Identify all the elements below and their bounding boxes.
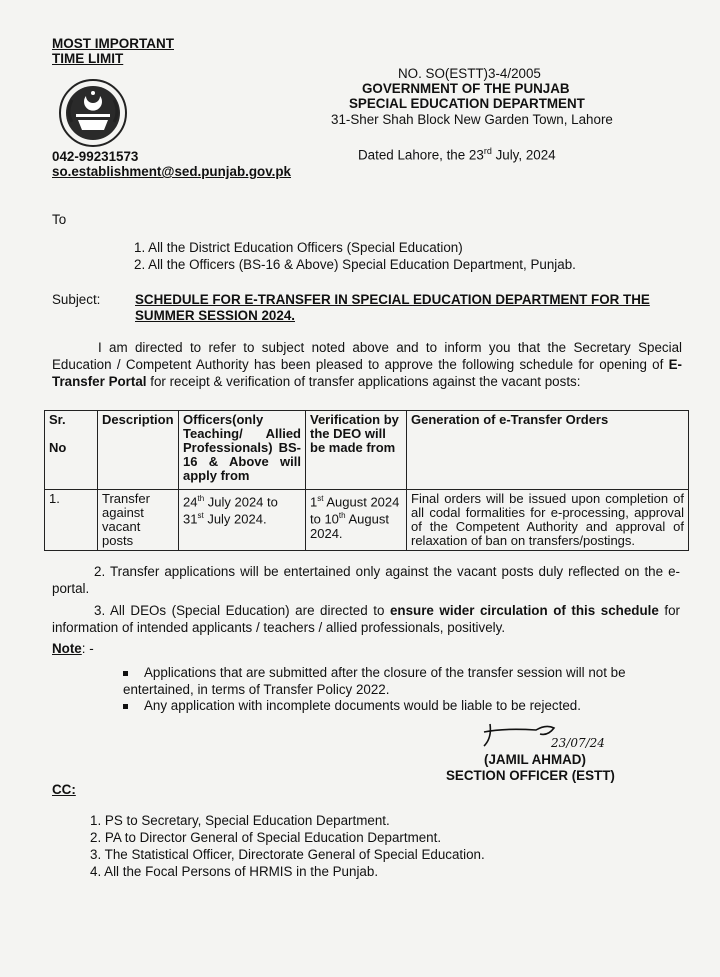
paragraph-3: 3. All DEOs (Special Education) are directed to ensure wider circulation of this schedule for information of intended applicants / teachers / allied professionals, positively. (52, 603, 680, 635)
cc-label: CC: (52, 782, 76, 797)
priority-flag: MOST IMPORTANT (52, 36, 174, 51)
reference-number: NO. SO(ESTT)3-4/2005 (398, 66, 541, 81)
subject-line-2: SUMMER SESSION 2024. (135, 308, 295, 323)
cell-apply-period: 24th July 2024 to 31st July 2024. (179, 490, 306, 551)
email-address[interactable]: so.establishment@sed.punjab.gov.pk (52, 164, 292, 179)
cell-generation-orders: Final orders will be issued upon completion of all codal formalities for e-processing, approval of the Competent Authority and approval of relaxation of ban on transfers/postings. (407, 490, 689, 551)
signer-name: (JAMIL AHMAD) (484, 752, 586, 767)
bullet-icon (123, 671, 128, 676)
paragraph-2: 2. Transfer applications will be entertained only against the vacant posts duly reflected on the e-portal. (52, 564, 680, 596)
schedule-table (44, 410, 689, 551)
header-sr: Sr. No (45, 411, 98, 490)
header-verification: Verification by the DEO will be made from (306, 411, 407, 490)
subject-line-1: SCHEDULE FOR E-TRANSFER IN SPECIAL EDUCATION DEPARTMENT FOR THE (135, 292, 650, 307)
bullet-icon (123, 704, 128, 709)
time-limit-flag: TIME LIMIT (52, 51, 124, 66)
cell-description: Transfer against vacant posts (98, 490, 179, 551)
recipient-1: 1. All the District Education Officers (Special Education) (134, 240, 463, 255)
note-item-2: Any application with incomplete documents would be liable to be rejected. (123, 698, 581, 713)
department-address: 31-Sher Shah Block New Garden Town, Lahore (331, 112, 613, 127)
cc-item-4: 4. All the Focal Persons of HRMIS in the Punjab. (90, 864, 379, 879)
note-item-1: Applications that are submitted after the closure of the transfer session will not be entertained, in terms of Transfer Policy 2022. (123, 665, 626, 697)
cell-verification-period: 1st August 2024 to 10th August 2024. (306, 490, 407, 551)
signer-title: SECTION OFFICER (ESTT) (446, 768, 615, 783)
header-officers: Officers(only Teaching/ Allied Professionals) BS-16 & Above will apply from (179, 411, 306, 490)
department-name: SPECIAL EDUCATION DEPARTMENT (349, 96, 585, 111)
to-label: To (52, 212, 67, 227)
government-name: GOVERNMENT OF THE PUNJAB (362, 81, 570, 96)
header-description: Description (98, 411, 179, 490)
paragraph-1: I am directed to refer to subject noted above and to inform you that the Secretary Special Education / Competent Authority has been pleased to approve the following schedule for opening of E-Transfer Portal for receipt & verification of transfer applications against the vacant posts: (52, 340, 682, 389)
cc-item-2: 2. PA to Director General of Special Education Department. (90, 830, 442, 845)
signature-date: 23/07/24 (551, 736, 605, 750)
cc-item-1: 1. PS to Secretary, Special Education Department. (90, 813, 390, 828)
phone-number: 042-99231573 (52, 149, 139, 164)
table-header-row (45, 411, 689, 490)
subject-label: Subject: (52, 292, 101, 307)
table-row (45, 490, 689, 551)
header-generation: Generation of e-Transfer Orders (407, 411, 689, 490)
punjab-government-emblem-icon (58, 78, 128, 148)
cc-item-3: 3. The Statistical Officer, Directorate General of Special Education. (90, 847, 485, 862)
cell-sr: 1. (45, 490, 98, 551)
dated-line: Dated Lahore, the 23rd July, 2024 (358, 146, 556, 163)
recipient-2: 2. All the Officers (BS-16 & Above) Special Education Department, Punjab. (134, 257, 576, 272)
note-label: Note: - (52, 641, 94, 656)
